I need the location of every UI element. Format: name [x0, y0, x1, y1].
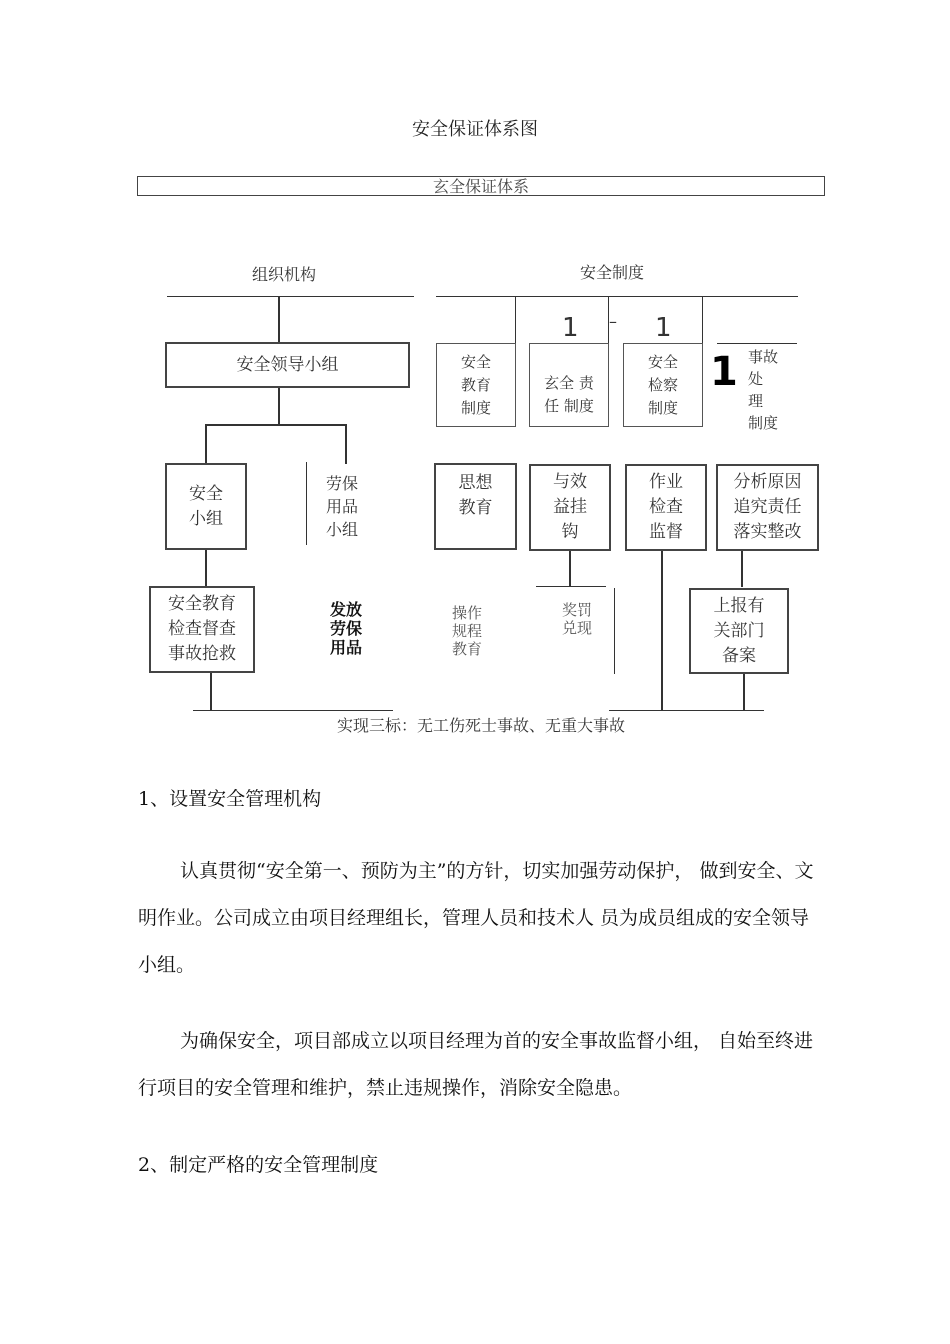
top-box: 玄全保证体系 — [137, 176, 825, 196]
connector-line — [193, 710, 393, 711]
measure-box-thought: 思想 教育 — [434, 463, 517, 550]
sub-reward: 奖罚 兑现 — [562, 601, 593, 637]
connector-line — [536, 586, 606, 587]
system-box-inspection: 安全 检察 制度 — [623, 343, 703, 427]
connector-line — [167, 296, 414, 297]
org-label: 组织机构 — [252, 265, 317, 284]
goal-text: 实现三标：无工伤死士事故、无重大事故 — [336, 716, 625, 735]
system-label: 安全制度 — [580, 263, 645, 282]
section-1-paragraph-2: 为确保安全，项目部成立以项目经理为首的安全事故监督小组， 自始至终进行项目的安全管理和维护，禁止违规操作，消除安全隐患。 — [138, 1030, 814, 1099]
ppe-group-label: 劳保 用品 小组 — [326, 474, 359, 539]
safety-tasks-box: 安全教育 检查督查 事故抢救 — [149, 586, 255, 673]
measure-box-analysis: 分析原因 追究责任 落实整改 — [716, 464, 819, 551]
mark-1: 1 — [562, 313, 579, 343]
connector-line — [205, 424, 347, 426]
mark-4: 1 — [710, 349, 738, 395]
connector-line — [205, 424, 207, 464]
section-1-heading: 1、设置安全管理机构 — [138, 788, 322, 810]
sub-report-box: 上报有 关部门 备案 — [689, 588, 789, 674]
connector-line — [741, 549, 743, 587]
connector-line — [345, 424, 347, 464]
connector-line — [661, 550, 663, 711]
mark-2: – — [609, 312, 617, 331]
connector-line — [205, 549, 207, 587]
section-2-heading: 2、制定严格的安全管理制度 — [138, 1154, 379, 1176]
ppe-issue-label: 发放 劳保 用品 — [330, 600, 363, 657]
connector-line — [278, 297, 280, 342]
page-title: 安全保证体系图 — [412, 119, 538, 140]
connector-line — [210, 672, 212, 710]
connector-line — [717, 343, 797, 344]
connector-line — [569, 550, 571, 586]
measure-box-benefit: 与效 益挂 钩 — [529, 464, 611, 551]
system-box-responsibility: 玄全 责 任 制度 — [529, 343, 609, 427]
safety-group-box: 安全 小组 — [165, 463, 247, 550]
system-box-education: 安全 教育 制度 — [436, 343, 516, 427]
sub-operation: 操作 规程 教育 — [452, 604, 483, 658]
leader-box: 安全领导小组 — [165, 342, 410, 388]
section-1-paragraph-1: 认真贯彻“安全第一、预防为主”的方针，切实加强劳动保护， 做到安全、文明作业。公司成立由项目经理组长，管理人员和技术人 员为成员组成的安全领导小组。 — [138, 860, 814, 976]
connector-line — [278, 388, 280, 424]
system-accident: 事故 处 理 制度 — [748, 348, 779, 432]
connector-line — [436, 296, 798, 297]
measure-box-check: 作业 检查 监督 — [625, 464, 707, 551]
mark-3: 1 — [655, 313, 672, 343]
connector-line — [702, 297, 703, 343]
connector-line — [609, 710, 764, 711]
connector-line — [743, 673, 745, 711]
connector-line — [614, 588, 615, 674]
connector-line — [515, 297, 516, 343]
connector-line — [306, 462, 307, 545]
